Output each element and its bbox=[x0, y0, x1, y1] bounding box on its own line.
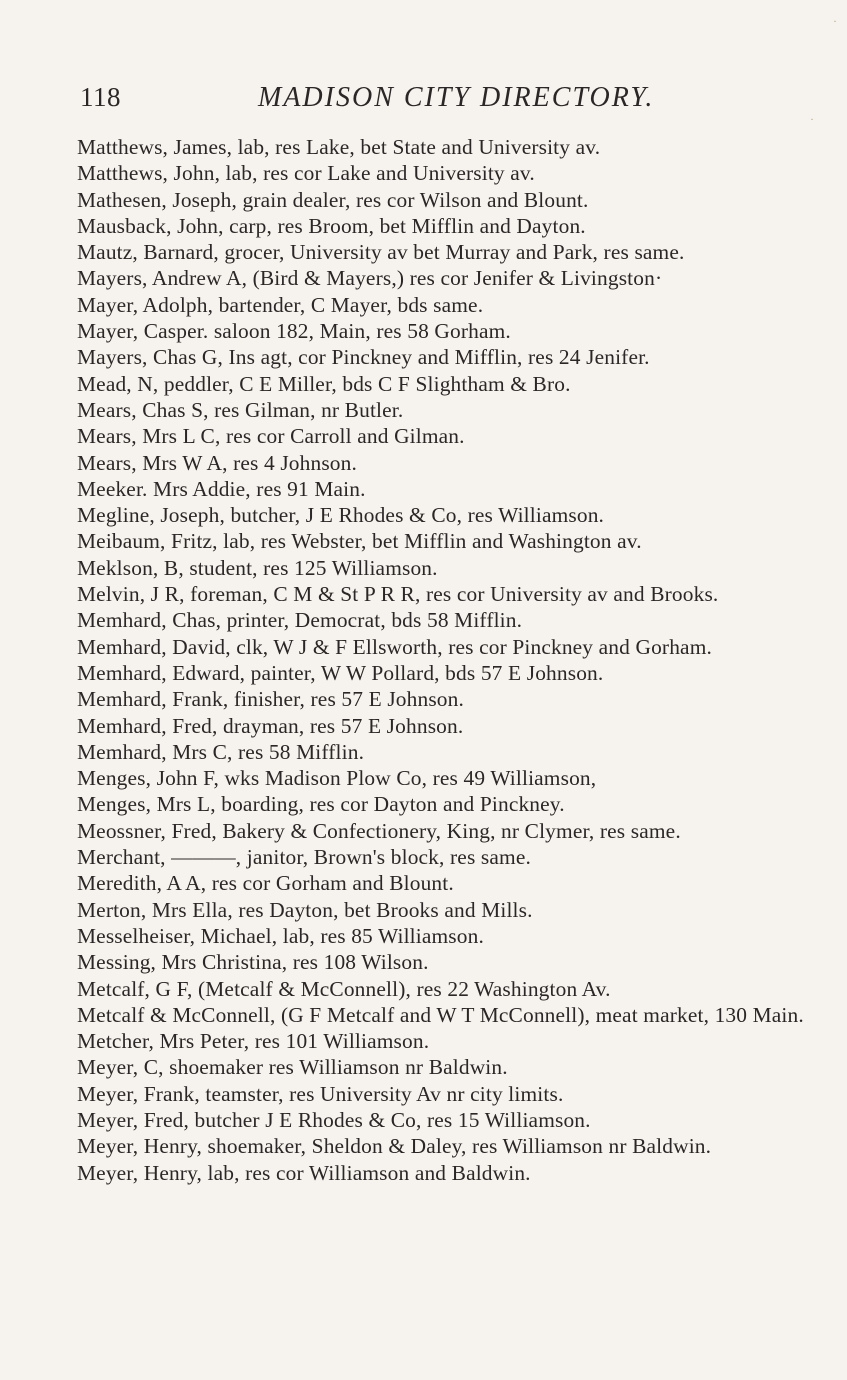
directory-entry: Meossner, Fred, Bakery & Confectionery, King, nr Clymer, res same. bbox=[77, 818, 681, 843]
directory-entry: Mead, N, peddler, C E Miller, bds C F Slightham & Bro. bbox=[77, 371, 571, 396]
directory-entry: Memhard, Chas, printer, Democrat, bds 58 Mifflin. bbox=[77, 608, 523, 633]
directory-entries bbox=[77, 134, 812, 1186]
directory-entry: Meibaum, Fritz, lab, res Webster, bet Mifflin and Washington av. bbox=[77, 529, 642, 554]
page-header bbox=[80, 82, 780, 122]
directory-entry: Meyer, Henry, shoemaker, Sheldon & Daley, res Williamson nr Baldwin. bbox=[77, 1134, 712, 1159]
directory-entry: Meklson, B, student, res 125 Williamson. bbox=[77, 555, 438, 580]
directory-entry: Matthews, John, lab, res cor Lake and University av. bbox=[77, 161, 535, 186]
directory-entry: Mears, Mrs L C, res cor Carroll and Gilman. bbox=[77, 424, 465, 449]
directory-entry: Messelheiser, Michael, lab, res 85 Williamson. bbox=[77, 923, 484, 948]
paper-speck: · bbox=[833, 14, 837, 28]
paper-speck: · bbox=[810, 112, 814, 126]
directory-entry: Menges, John F, wks Madison Plow Co, res 49 Williamson, bbox=[77, 766, 597, 791]
page-number: 118 bbox=[80, 82, 121, 112]
directory-entry: Merchant, ———, janitor, Brown's block, res same. bbox=[77, 845, 531, 870]
directory-entry: Memhard, Mrs C, res 58 Mifflin. bbox=[77, 739, 365, 764]
directory-entry: Messing, Mrs Christina, res 108 Wilson. bbox=[77, 950, 429, 975]
directory-entry: Metcalf, G F, (Metcalf & McConnell), res 22 Washington Av. bbox=[77, 976, 611, 1001]
directory-entry: Mayer, Casper. saloon 182, Main, res 58 Gorham. bbox=[77, 319, 511, 344]
directory-entry: Merton, Mrs Ella, res Dayton, bet Brooks and Mills. bbox=[77, 897, 533, 922]
directory-entry: Memhard, Fred, drayman, res 57 E Johnson. bbox=[77, 713, 464, 738]
directory-entry: Mautz, Barnard, grocer, University av bet Murray and Park, res same. bbox=[77, 240, 685, 265]
directory-entry: Melvin, J R, foreman, C M & St P R R, res cor University av and Brooks. bbox=[77, 582, 719, 607]
directory-entry: Mears, Chas S, res Gilman, nr Butler. bbox=[77, 397, 404, 422]
directory-entry: Megline, Joseph, butcher, J E Rhodes & Co, res Williamson. bbox=[77, 503, 605, 528]
directory-entry: Mayer, Adolph, bartender, C Mayer, bds same. bbox=[77, 292, 484, 317]
directory-entry: Mears, Mrs W A, res 4 Johnson. bbox=[77, 450, 357, 475]
directory-entry: Mausback, John, carp, res Broom, bet Mifflin and Dayton. bbox=[77, 213, 586, 238]
directory-entry: Meyer, C, shoemaker res Williamson nr Baldwin. bbox=[77, 1055, 508, 1080]
directory-entry: Meyer, Henry, lab, res cor Williamson and Baldwin. bbox=[77, 1160, 531, 1185]
directory-entry: Meyer, Frank, teamster, res University Av nr city limits. bbox=[77, 1081, 564, 1106]
directory-entry: Matthews, James, lab, res Lake, bet State and University av. bbox=[77, 135, 601, 159]
directory-entry: Meyer, Fred, butcher J E Rhodes & Co, res 15 Williamson. bbox=[77, 1107, 591, 1132]
directory-entry: Meeker. Mrs Addie, res 91 Main. bbox=[77, 476, 366, 501]
directory-entry: Meredith, A A, res cor Gorham and Blount. bbox=[77, 871, 454, 896]
directory-entry: Memhard, Frank, finisher, res 57 E Johnson. bbox=[77, 687, 464, 712]
directory-entry: Menges, Mrs L, boarding, res cor Dayton and Pinckney. bbox=[77, 792, 565, 817]
running-title: MADISON CITY DIRECTORY. bbox=[258, 82, 655, 113]
directory-entry: Metcalf & McConnell, (G F Metcalf and W T McConnell), meat market, 130 Main. bbox=[77, 1002, 804, 1027]
directory-entry: Mayers, Andrew A, (Bird & Mayers,) res cor Jenifer & Livingston· bbox=[77, 266, 663, 291]
directory-entry: Mathesen, Joseph, grain dealer, res cor Wilson and Blount. bbox=[77, 187, 589, 212]
directory-entry: Mayers, Chas G, Ins agt, cor Pinckney and Mifflin, res 24 Jenifer. bbox=[77, 345, 650, 370]
directory-entry: Metcher, Mrs Peter, res 101 Williamson. bbox=[77, 1029, 430, 1054]
directory-entry: Memhard, David, clk, W J & F Ellsworth, res cor Pinckney and Gorham. bbox=[77, 634, 712, 659]
directory-entry: Memhard, Edward, painter, W W Pollard, bds 57 E Johnson. bbox=[77, 660, 604, 685]
